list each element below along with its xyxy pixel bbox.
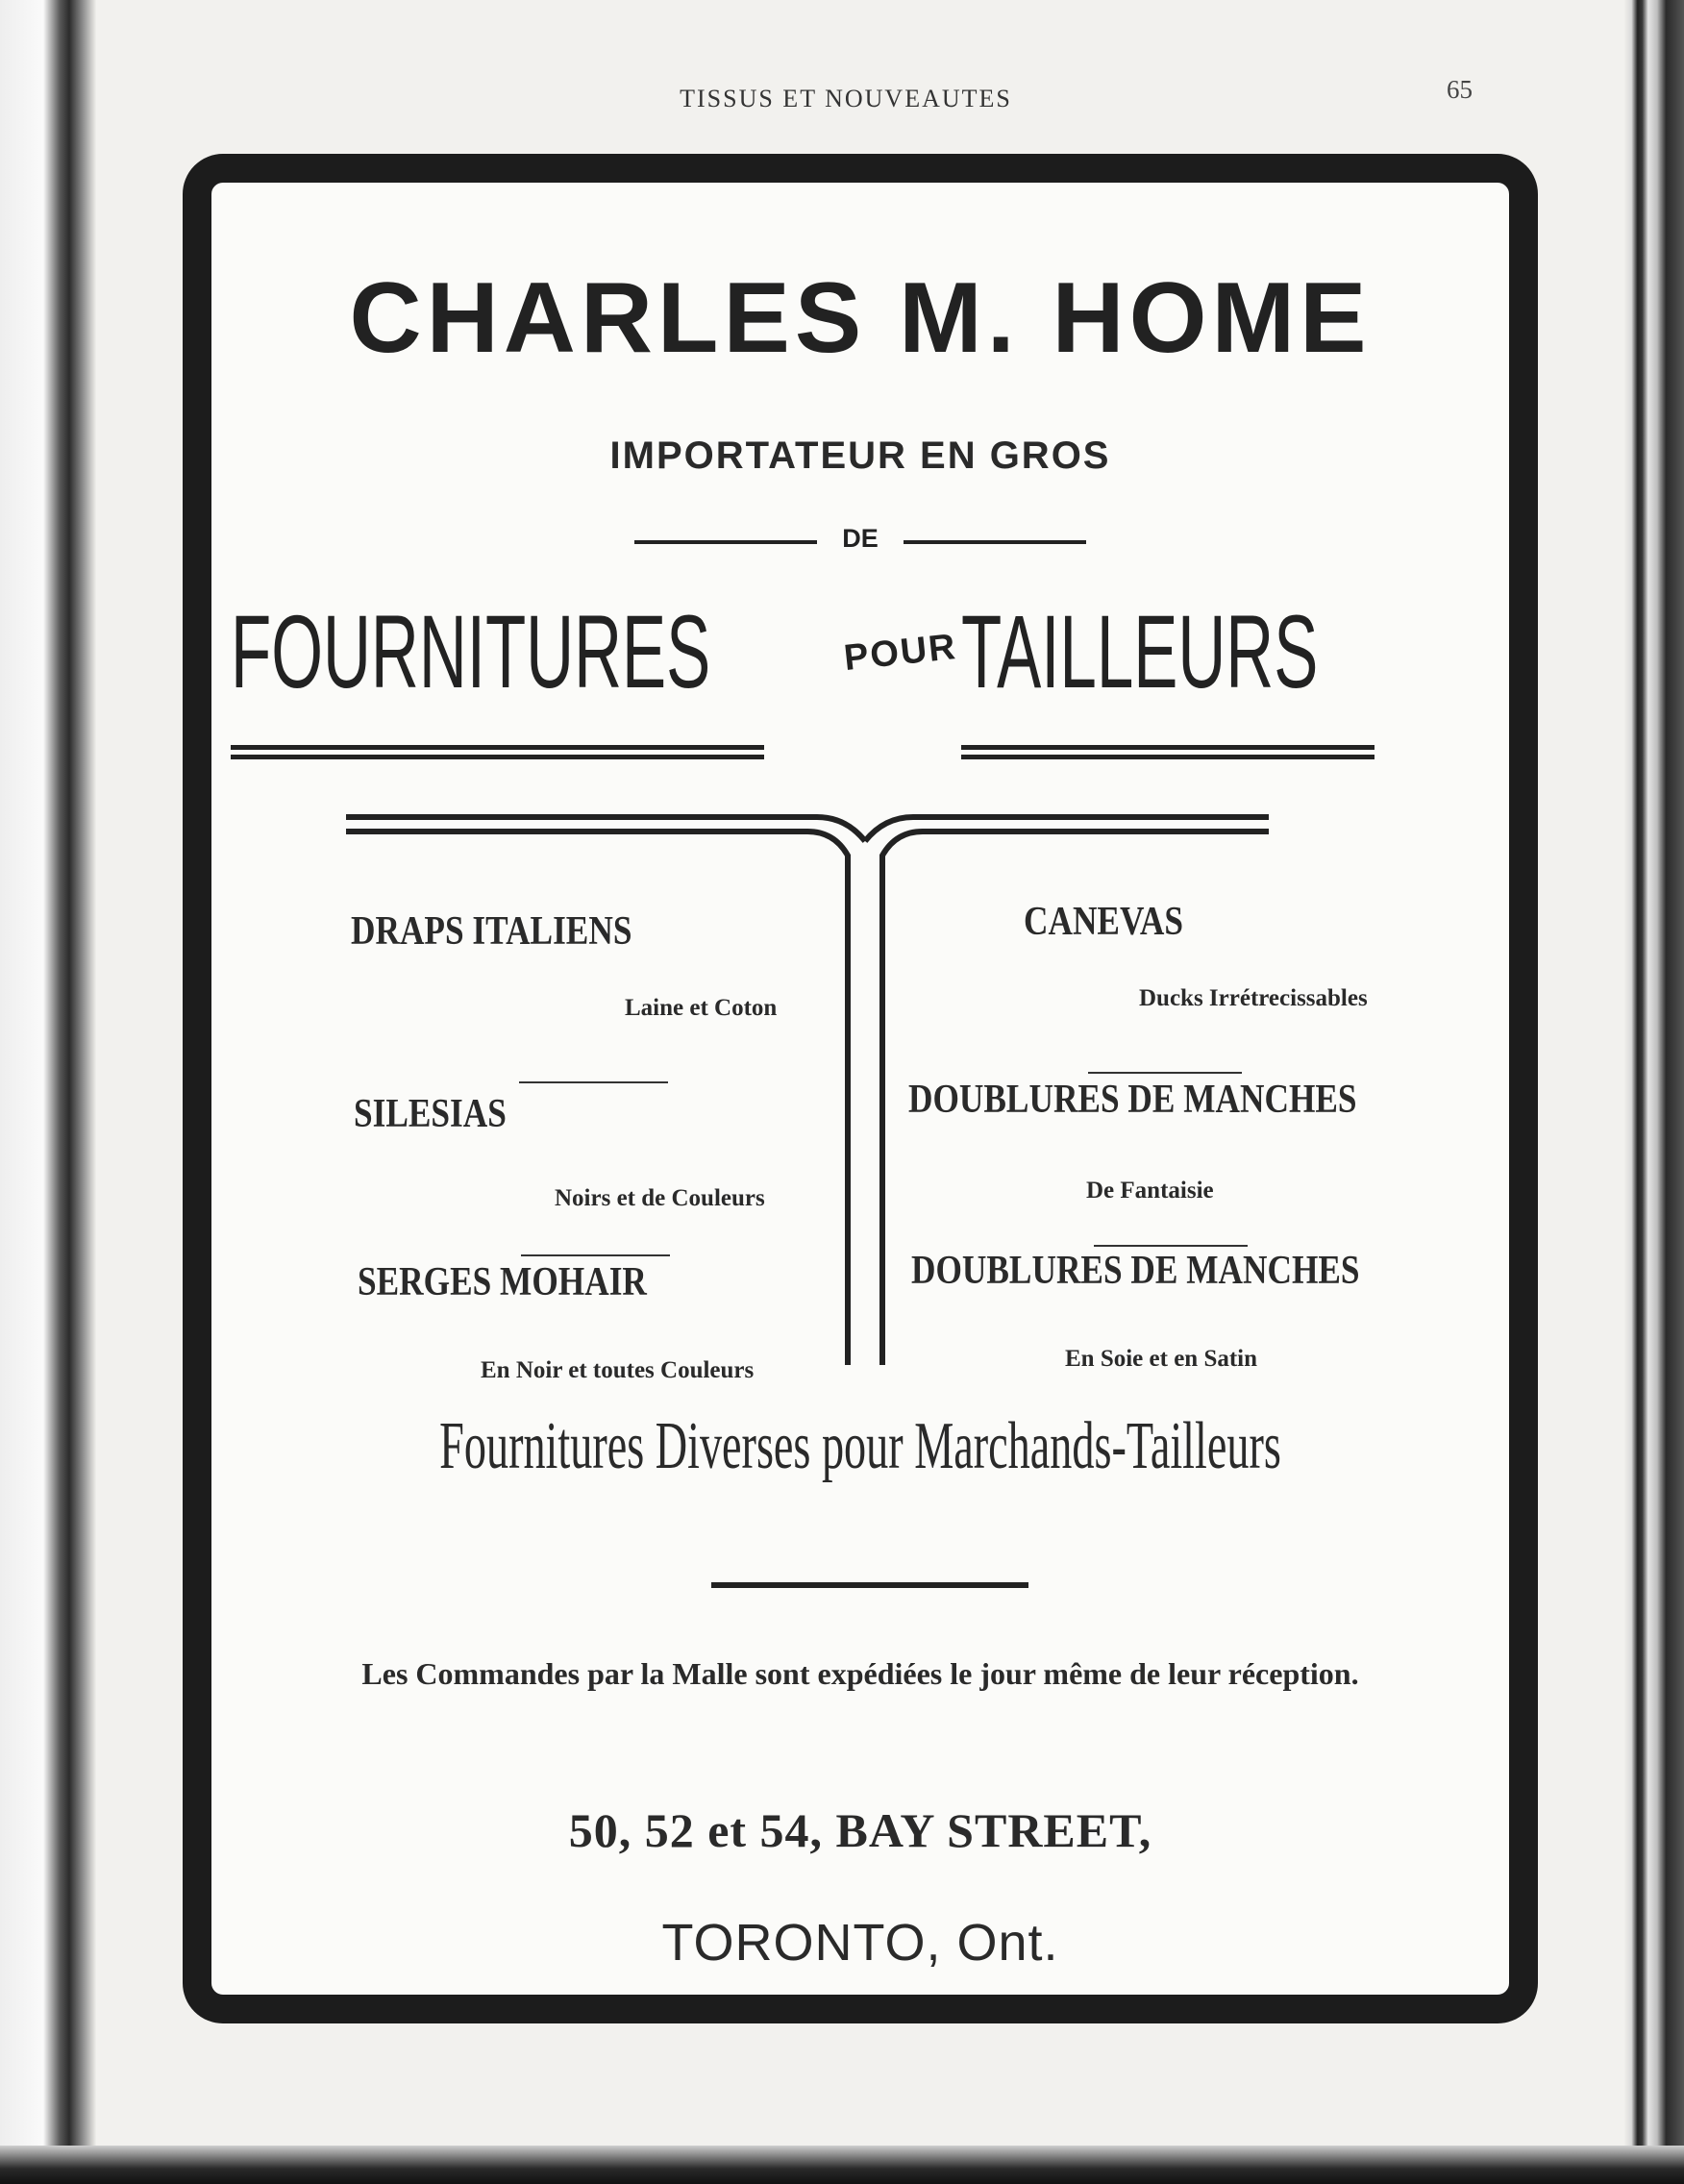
left-item-separator <box>519 1081 668 1083</box>
mail-order-notice: Les Commandes par la Malle sont expédiées le jour même de leur réception. <box>361 1656 1359 1691</box>
headline-tailleurs: TAILLEURS <box>961 593 1319 709</box>
de-label: DE <box>842 524 879 553</box>
page-edge-shadow <box>1624 0 1684 2184</box>
right-item-desc: Ducks Irrétrecissables <box>1139 985 1368 1011</box>
subtitle: IMPORTATEUR EN GROS <box>609 434 1111 477</box>
company-name: CHARLES M. HOME <box>349 262 1372 374</box>
left-item-title: SERGES MOHAIR <box>358 1260 647 1304</box>
left-item-desc: Laine et Coton <box>625 995 778 1021</box>
advertisement-frame <box>183 154 1538 2023</box>
left-item-desc: En Noir et toutes Couleurs <box>481 1357 755 1383</box>
diverses-line: Fournitures Diverses pour Marchands-Tailleurs <box>439 1409 1281 1483</box>
book-spine-shadow <box>0 0 96 2184</box>
street-address: 50, 52 et 54, BAY STREET, <box>568 1803 1152 1857</box>
headline-fournitures: FOURNITURES <box>231 593 711 709</box>
left-item-separator <box>521 1254 670 1256</box>
running-head: TISSUS ET NOUVEAUTES <box>680 85 1012 112</box>
left-item-desc: Noirs et de Couleurs <box>555 1185 765 1211</box>
page-number: 65 <box>1447 75 1473 104</box>
section-rule <box>711 1582 1028 1588</box>
right-item-separator <box>1094 1245 1248 1247</box>
scan-bottom-edge <box>0 2146 1684 2184</box>
left-item-title: DRAPS ITALIENS <box>351 909 632 954</box>
right-item-title: DOUBLURES DE MANCHES <box>911 1249 1360 1293</box>
right-item-separator <box>1088 1072 1242 1074</box>
right-item-desc: De Fantaisie <box>1086 1178 1214 1204</box>
right-item-title: CANEVAS <box>1024 900 1184 944</box>
left-item-title: SILESIAS <box>354 1092 507 1136</box>
right-item-title: DOUBLURES DE MANCHES <box>908 1078 1357 1122</box>
right-item-desc: En Soie et en Satin <box>1065 1346 1258 1372</box>
t-divider <box>211 183 1509 1384</box>
city: TORONTO, Ont. <box>661 1914 1059 1972</box>
headline-pour: POUR <box>842 626 959 680</box>
